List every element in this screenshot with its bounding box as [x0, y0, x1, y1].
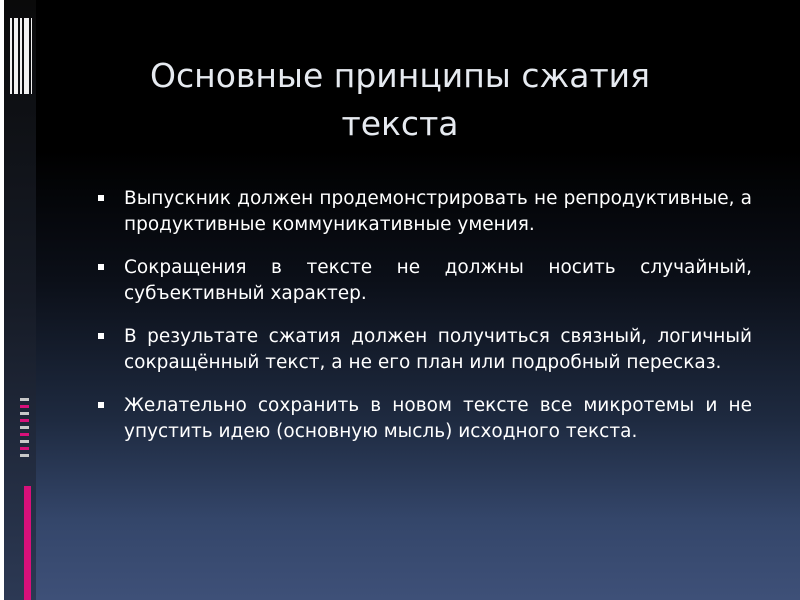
bullet-text: Выпускник должен продемонстрировать не репродуктивные, а продуктивные коммуникативные умения.: [124, 188, 752, 235]
bullet-item: [96, 255, 752, 307]
pink-accent-bar: [24, 486, 31, 600]
square-bullet-icon: [98, 264, 104, 270]
white-edge-line: [0, 0, 4, 600]
square-bullet-icon: [98, 195, 104, 201]
bullet-item: [96, 393, 752, 445]
square-bullet-icon: [98, 333, 104, 339]
square-bullet-icon: [98, 402, 104, 408]
bullet-item: [96, 186, 752, 238]
left-decoration-strip: [0, 0, 36, 600]
bullet-text: Желательно сохранить в новом тексте все микротемы и не упустить идею (основную мысль) исходного текста.: [124, 395, 752, 442]
bullet-item: [96, 324, 752, 376]
slide-title: Основные принципы сжатия текста: [150, 56, 650, 143]
bullet-text: В результате сжатия должен получиться связный, логичный сокращённый текст, а не его план или подробный пересказ.: [124, 326, 752, 373]
vertical-bars-decoration: [10, 18, 32, 94]
bullet-list: [96, 186, 752, 462]
bullet-text: Сокращения в тексте не должны носить случайный, субъективный характер.: [124, 257, 752, 304]
tick-marks-decoration: [20, 398, 29, 461]
